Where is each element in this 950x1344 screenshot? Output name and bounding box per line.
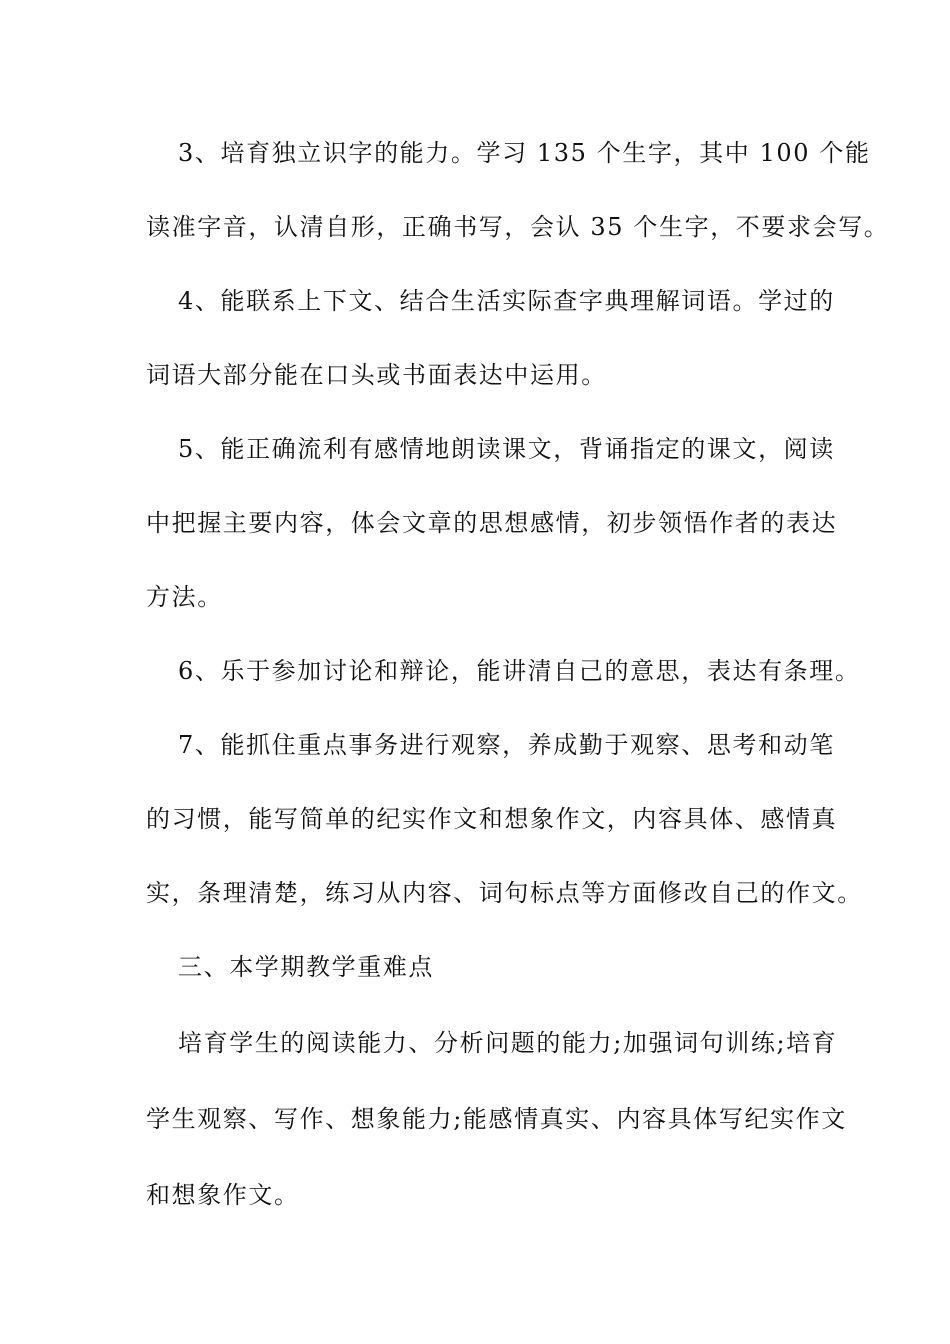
paragraph-key-points-line-2: 学生观察、写作、想象能力;能感情真实、内容具体写纪实作文: [146, 1105, 847, 1133]
paragraph-5-line-2: 中把握主要内容，体会文章的思想感情，初步领悟作者的表达: [146, 509, 838, 537]
paragraph-7-line-1: 7、能抓住重点事务进行观察，养成勤于观察、思考和动笔: [178, 731, 835, 759]
paragraph-6-line-1: 6、乐于参加讨论和辩论，能讲清自己的意思，表达有条理。: [178, 657, 861, 685]
paragraph-3-line-2: 读准字音，认清自形，正确书写，会认 35 个生字，不要求会写。: [146, 213, 890, 241]
paragraph-7-line-3: 实，条理清楚，练习从内容、词句标点等方面修改自己的作文。: [146, 879, 863, 907]
section-heading-3: 三、本学期教学重难点: [178, 953, 434, 981]
paragraph-key-points-line-1: 培育学生的阅读能力、分析问题的能力;加强词句训练;培育: [178, 1029, 838, 1057]
paragraph-5-line-1: 5、能正确流利有感情地朗读课文，背诵指定的课文，阅读: [178, 435, 835, 463]
paragraph-4-line-2: 词语大部分能在口头或书面表达中运用。: [146, 361, 607, 389]
paragraph-7-line-2: 的习惯，能写简单的纪实作文和想象作文，内容具体、感情真: [146, 805, 838, 833]
paragraph-5-line-3: 方法。: [146, 583, 223, 611]
paragraph-key-points-line-3: 和想象作文。: [146, 1181, 300, 1209]
paragraph-4-line-1: 4、能联系上下文、结合生活实际查字典理解词语。学过的: [178, 287, 835, 315]
paragraph-3-line-1: 3、培育独立识字的能力。学习 135 个生字，其中 100 个能: [178, 139, 871, 167]
